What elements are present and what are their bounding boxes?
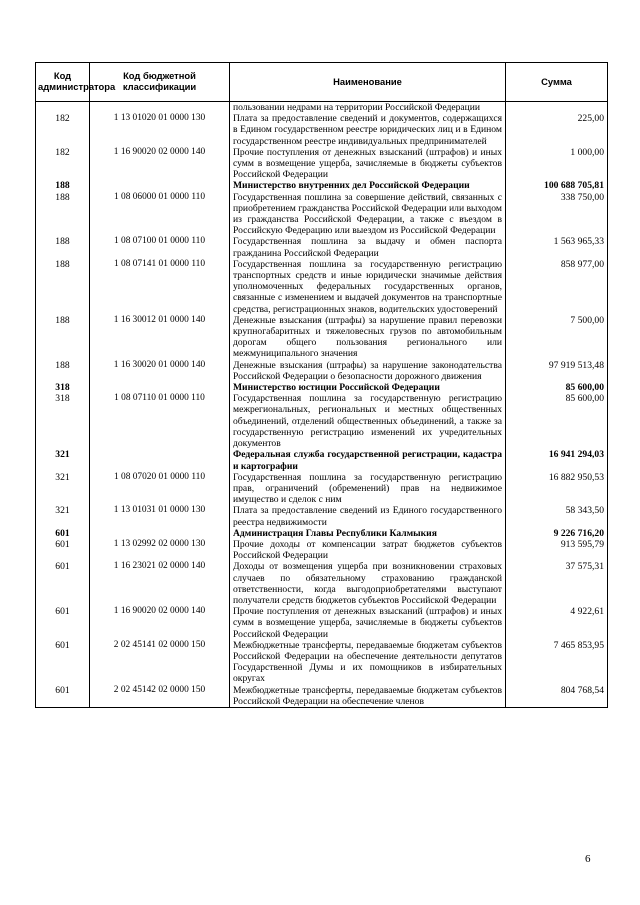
- row-name: Государственная пошлина за государственную регистрацию межрегиональных, региональных и местных общественных объединений, отделений общественных объединений, а также за государственную регистрацию изменений их учредительных документов: [230, 393, 506, 449]
- table-row: [36, 102, 608, 114]
- row-adm-code: 601: [36, 685, 90, 708]
- table-row: [36, 360, 608, 382]
- row-sum: 1 563 965,33: [506, 236, 608, 258]
- row-name: Администрация Главы Республики Калмыкия: [230, 528, 506, 539]
- row-adm-code: 321: [36, 449, 90, 471]
- row-sum: 58 343,50: [506, 505, 608, 527]
- row-kbk-code: 2 02 45142 02 0000 150: [90, 685, 230, 708]
- row-sum: 37 575,31: [506, 561, 608, 606]
- row-adm-code: 601: [36, 561, 90, 606]
- table-row: [36, 505, 608, 527]
- table-row: [36, 113, 608, 147]
- page-number: 6: [585, 853, 591, 865]
- table-body: [36, 102, 608, 708]
- row-kbk-code: [90, 180, 230, 191]
- row-adm-code: 318: [36, 393, 90, 449]
- row-kbk-code: 1 08 07020 01 0000 110: [90, 472, 230, 506]
- row-kbk-code: [90, 102, 230, 114]
- row-adm-code: 188: [36, 236, 90, 258]
- row-sum: 7 500,00: [506, 315, 608, 360]
- row-sum: 913 595,79: [506, 539, 608, 561]
- row-name: Министерство юстиции Российской Федерации: [230, 382, 506, 393]
- row-sum: [506, 102, 608, 114]
- row-sum: 858 977,00: [506, 259, 608, 315]
- row-name: Межбюджетные трансферты, передаваемые бюджетам субъектов Российской Федерации на обеспечение членов: [230, 685, 506, 708]
- row-adm-code: [36, 102, 90, 114]
- table-row: [36, 472, 608, 506]
- row-sum: 225,00: [506, 113, 608, 147]
- row-sum: 7 465 853,95: [506, 640, 608, 685]
- row-name: Государственная пошлина за государственную регистрацию прав, ограничений (обременений) прав на недвижимое имущество и сделок с ним: [230, 472, 506, 506]
- table-row: [36, 685, 608, 708]
- row-sum: 100 688 705,81: [506, 180, 608, 191]
- row-adm-code: 188: [36, 192, 90, 237]
- row-sum: 16 941 294,03: [506, 449, 608, 471]
- row-name: Денежные взыскания (штрафы) за нарушение законодательства Российской Федерации о безопасности дорожного движения: [230, 360, 506, 382]
- row-kbk-code: [90, 382, 230, 393]
- row-sum: 338 750,00: [506, 192, 608, 237]
- row-kbk-code: [90, 528, 230, 539]
- table-row: [36, 640, 608, 685]
- row-name: Федеральная служба государственной регистрации, кадастра и картографии: [230, 449, 506, 471]
- row-name: Плата за предоставление сведений из Единого государственного реестра недвижимости: [230, 505, 506, 527]
- table-row: [36, 180, 608, 191]
- table-row: [36, 528, 608, 539]
- table-row: [36, 259, 608, 315]
- row-adm-code: 188: [36, 315, 90, 360]
- row-kbk-code: 1 16 30020 01 0000 140: [90, 360, 230, 382]
- header-kbk-code: Код бюджетной классификации: [90, 63, 230, 102]
- table-row: [36, 449, 608, 471]
- row-name: Государственная пошлина за совершение действий, связанных с приобретением гражданства Российской Федерации или выходом из гражданства Российской Федерации, а также с въездом в Российскую Федерацию или выездом из Российской Федерации: [230, 192, 506, 237]
- row-kbk-code: 1 08 07100 01 0000 110: [90, 236, 230, 258]
- table-row: [36, 393, 608, 449]
- header-adm-code: Код администратора: [36, 63, 90, 102]
- row-adm-code: 601: [36, 539, 90, 561]
- row-sum: 85 600,00: [506, 382, 608, 393]
- row-kbk-code: [90, 449, 230, 471]
- table-row: [36, 315, 608, 360]
- row-name: Плата за предоставление сведений и документов, содержащихся в Едином государственном реестре юридических лиц и в Едином государственном реестре индивидуальных предпринимателей: [230, 113, 506, 147]
- row-adm-code: 188: [36, 180, 90, 191]
- table-row: [36, 606, 608, 640]
- row-name: Государственная пошлина за выдачу и обмен паспорта гражданина Российской Федерации: [230, 236, 506, 258]
- row-sum: 9 226 716,20: [506, 528, 608, 539]
- row-kbk-code: 2 02 45141 02 0000 150: [90, 640, 230, 685]
- row-sum: 804 768,54: [506, 685, 608, 708]
- row-kbk-code: 1 08 06000 01 0000 110: [90, 192, 230, 237]
- row-adm-code: 601: [36, 528, 90, 539]
- row-kbk-code: 1 13 01031 01 0000 130: [90, 505, 230, 527]
- row-kbk-code: 1 16 90020 02 0000 140: [90, 147, 230, 181]
- row-adm-code: 318: [36, 382, 90, 393]
- table-row: [36, 539, 608, 561]
- table-header: [36, 63, 608, 102]
- budget-table: [35, 62, 608, 708]
- row-kbk-code: 1 16 90020 02 0000 140: [90, 606, 230, 640]
- row-kbk-code: 1 13 02992 02 0000 130: [90, 539, 230, 561]
- header-name: Наименование: [230, 63, 506, 102]
- row-adm-code: 321: [36, 472, 90, 506]
- row-adm-code: 188: [36, 360, 90, 382]
- row-name: Государственная пошлина за государственную регистрацию транспортных средств и иные юридически значимые действия уполномоченных федеральных государственных органов, связанные с изменением и выдачей документов на транспортные средства, регистрационных знаков, водительских удостоверений: [230, 259, 506, 315]
- row-name: Прочие поступления от денежных взысканий (штрафов) и иных сумм в возмещение ущерба, зачисляемые в бюджеты субъектов Российской Федерации: [230, 147, 506, 181]
- row-kbk-code: 1 08 07141 01 0000 110: [90, 259, 230, 315]
- row-kbk-code: 1 16 23021 02 0000 140: [90, 561, 230, 606]
- row-name: Доходы от возмещения ущерба при возникновении страховых случаев по обязательному страхованию гражданской ответственности, когда выгодоприобретателями выступают получатели средств бюджетов субъектов Российской Федерации: [230, 561, 506, 606]
- row-sum: 97 919 513,48: [506, 360, 608, 382]
- row-sum: 16 882 950,53: [506, 472, 608, 506]
- row-kbk-code: 1 16 30012 01 0000 140: [90, 315, 230, 360]
- header-sum: Сумма: [506, 63, 608, 102]
- table-row: [36, 561, 608, 606]
- row-adm-code: 601: [36, 606, 90, 640]
- row-name: Прочие поступления от денежных взысканий (штрафов) и иных сумм в возмещение ущерба, зачисляемые в бюджеты субъектов Российской Федерации: [230, 606, 506, 640]
- row-sum: 85 600,00: [506, 393, 608, 449]
- row-name: Министерство внутренних дел Российской Федерации: [230, 180, 506, 191]
- row-sum: 1 000,00: [506, 147, 608, 181]
- row-name: Денежные взыскания (штрафы) за нарушение правил перевозки крупногабаритных и тяжеловесных грузов по автомобильным дорогам общего пользования регионального или межмуниципального значения: [230, 315, 506, 360]
- row-adm-code: 601: [36, 640, 90, 685]
- row-adm-code: 182: [36, 147, 90, 181]
- table-row: [36, 147, 608, 181]
- row-name: Прочие доходы от компенсации затрат бюджетов субъектов Российской Федерации: [230, 539, 506, 561]
- table-row: [36, 236, 608, 258]
- row-adm-code: 321: [36, 505, 90, 527]
- row-adm-code: 188: [36, 259, 90, 315]
- row-sum: 4 922,61: [506, 606, 608, 640]
- row-name: пользовании недрами на территории Российской Федерации: [230, 102, 506, 114]
- row-kbk-code: 1 08 07110 01 0000 110: [90, 393, 230, 449]
- table-row: [36, 192, 608, 237]
- row-name: Межбюджетные трансферты, передаваемые бюджетам субъектов Российской Федерации на обеспечение деятельности депутатов Государственной Думы и их помощников в избирательных округах: [230, 640, 506, 685]
- table-row: [36, 382, 608, 393]
- row-adm-code: 182: [36, 113, 90, 147]
- row-kbk-code: 1 13 01020 01 0000 130: [90, 113, 230, 147]
